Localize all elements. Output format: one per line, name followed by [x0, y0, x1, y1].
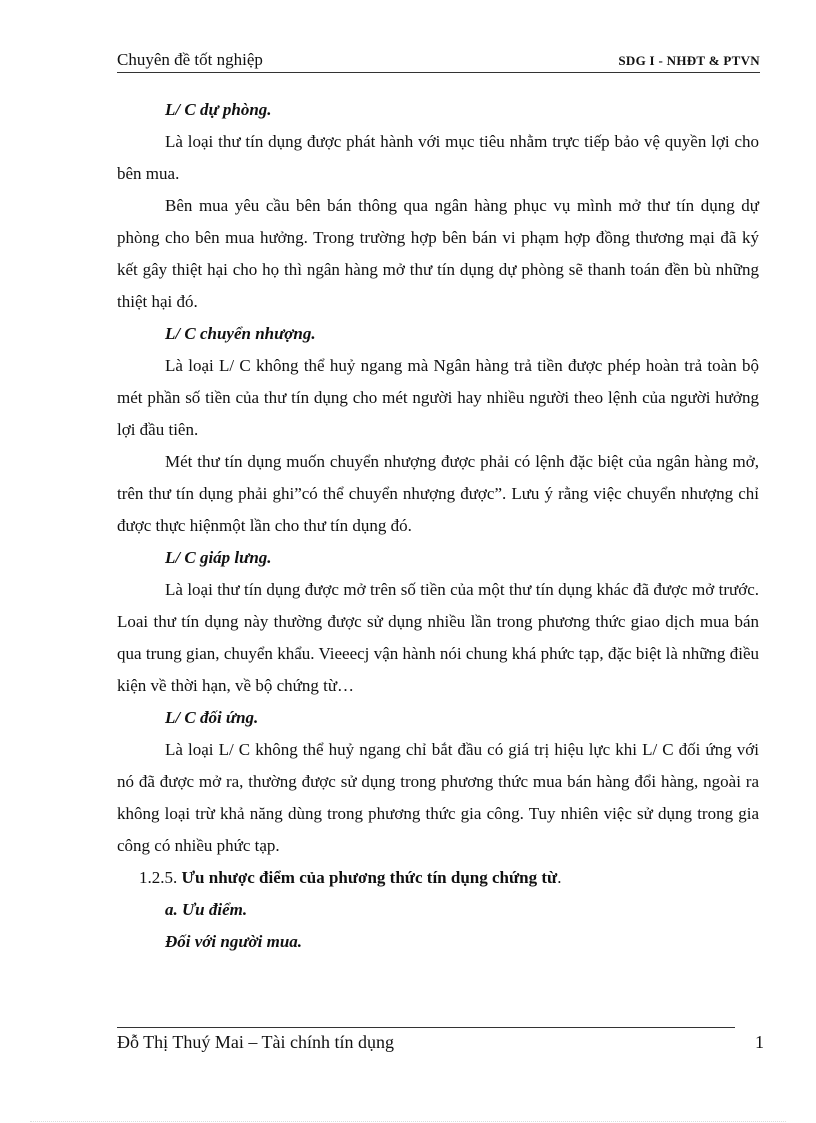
document-body: [117, 94, 759, 958]
heading-transferable-lc: L/ C chuyển nhượng.: [165, 324, 316, 343]
footer-divider: [117, 1027, 735, 1028]
header-organization: SDG I - NHĐT & PTVN: [618, 53, 760, 68]
footer-author: Đỗ Thị Thuý Mai – Tài chính tín dụng: [117, 1032, 394, 1052]
paragraph: Là loại thư tín dụng được mở trên số tiền của một thư tín dụng khác đã được mở trước. Loai thư tín dụng này thường được sử dụng nhiều lần trong phương thức giao dịch mua bán qua trung gian, chuyển khẩu. Vieeecj vận hành nói chung khá phức tạp, đặc biệt là những điều kiện về thời hạn, về bộ chứng từ…: [117, 580, 759, 695]
heading-reciprocal-lc: L/ C đối ứng.: [165, 708, 259, 727]
paragraph: Mét thư tín dụng muốn chuyển nhượng được phải có lệnh đặc biệt của ngân hàng mở, trên thư tín dụng phải ghi”có thể chuyển nhượng được”. Lưu ý rằng việc chuyển nhượng chỉ được thực hiệnmột lần cho thư tín dụng đó.: [117, 452, 759, 535]
subheading-for-buyer: Đối với người mua.: [165, 932, 303, 951]
page-number: 1: [755, 1032, 764, 1052]
paragraph: Là loại L/ C không thể huỷ ngang chỉ bắt đầu có giá trị hiệu lực khi L/ C đối ứng với nó đã được mở ra, thường được sử dụng trong phương thức mua bán hàng đổi hàng, ngoài ra không loại trừ khả năng dùng trong phương thức gia công. Tuy nhiên việc sử dụng trong gia công có nhiều phức tạp.: [117, 740, 759, 855]
header-title: Chuyên đề tốt nghiệp: [117, 50, 263, 69]
page-header: [117, 50, 760, 73]
heading-back-to-back-lc: L/ C giáp lưng.: [165, 548, 272, 567]
paragraph: Bên mua yêu cầu bên bán thông qua ngân hàng phục vụ mình mở thư tín dụng dự phòng cho bên mua hưởng. Trong trường hợp bên bán vi phạm hợp đồng thương mại đã ký kết gây thiệt hại cho họ thì ngân hàng mở thư tín dụng dự phòng sẽ thanh toán đền bù những thiệt hại đó.: [117, 196, 759, 311]
section-heading: 1.2.5. Ưu nhược điểm của phương thức tín dụng chứng từ.: [139, 868, 562, 887]
paragraph: Là loại thư tín dụng được phát hành với mục tiêu nhằm trực tiếp bảo vệ quyền lợi cho bên mua.: [117, 132, 759, 183]
section-number: 1.2.5.: [139, 868, 178, 887]
page-bottom-border: [30, 1121, 786, 1122]
subheading-advantages: a. Ưu điểm.: [165, 900, 248, 919]
paragraph: Là loại L/ C không thể huỷ ngang mà Ngân hàng trả tiền được phép hoàn trả toàn bộ mét phần số tiền của thư tín dụng cho mét người hay nhiều người theo lệnh của người hưởng lợi đầu tiên.: [117, 356, 759, 439]
heading-standby-lc: L/ C dự phòng.: [165, 100, 272, 119]
section-title: Ưu nhược điểm của phương thức tín dụng chứng từ: [181, 868, 558, 887]
